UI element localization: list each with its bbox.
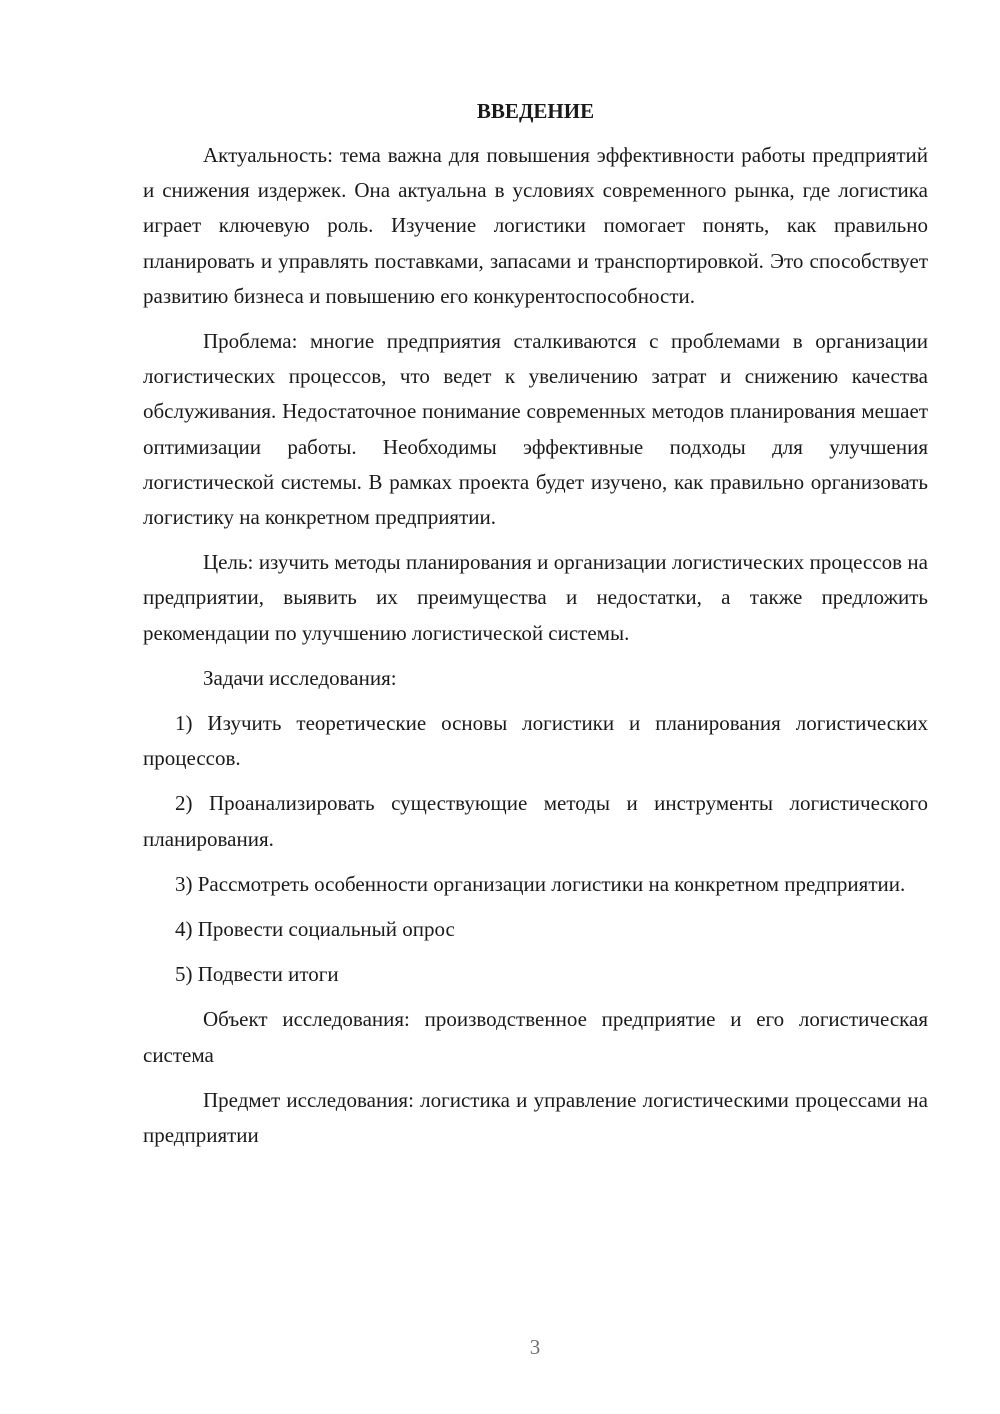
task-item-3: 3) Рассмотреть особенности организации логистики на конкретном предприятии. <box>175 871 906 896</box>
paragraph-object: Объект исследования: производственное предприятие и его логистическая система <box>143 1007 928 1067</box>
task-list <box>143 706 928 992</box>
paragraph-problem: Проблема: многие предприятия сталкиваются с проблемами в организации логистических процессов, что ведет к увеличению затрат и снижению качества обслуживания. Недостаточное понимание современных методов планирования мешает оптимизации работы. Необходимы эффективные подходы для улучшения логистической системы. В рамках проекта будет изучено, как правильно организовать логистику на конкретном предприятии. <box>143 329 928 530</box>
paragraph-relevance: Актуальность: тема важна для повышения эффективности работы предприятий и снижения издержек. Она актуальна в условиях современного рынка, где логистика играет ключевую роль. Изучение логистики помогает понять, как правильно планировать и управлять поставками, запасами и транспортировкой. Это способствует развитию бизнеса и повышению его конкурентоспособности. <box>143 143 928 308</box>
task-item-2: 2) Проанализировать существующие методы и инструменты логистического планирования. <box>143 791 928 851</box>
page-number: 3 <box>529 1335 541 1359</box>
task-item-4: 4) Провести социальный опрос <box>175 917 455 942</box>
paragraph-goal: Цель: изучить методы планирования и организации логистических процессов на предприятии, выявить их преимущества и недостатки, а также предложить рекомендации по улучшению логистической системы. <box>143 550 928 645</box>
paragraph-subject: Предмет исследования: логистика и управление логистическими процессами на предприятии <box>143 1087 928 1148</box>
page-title: ВВЕДЕНИЕ <box>476 99 595 123</box>
task-item-1: 1) Изучить теоретические основы логистики и планирования логистических процессов. <box>143 711 928 771</box>
page-content <box>143 95 928 1163</box>
tasks-heading: Задачи исследования: <box>203 665 397 690</box>
task-item-5: 5) Подвести итоги <box>175 962 339 987</box>
